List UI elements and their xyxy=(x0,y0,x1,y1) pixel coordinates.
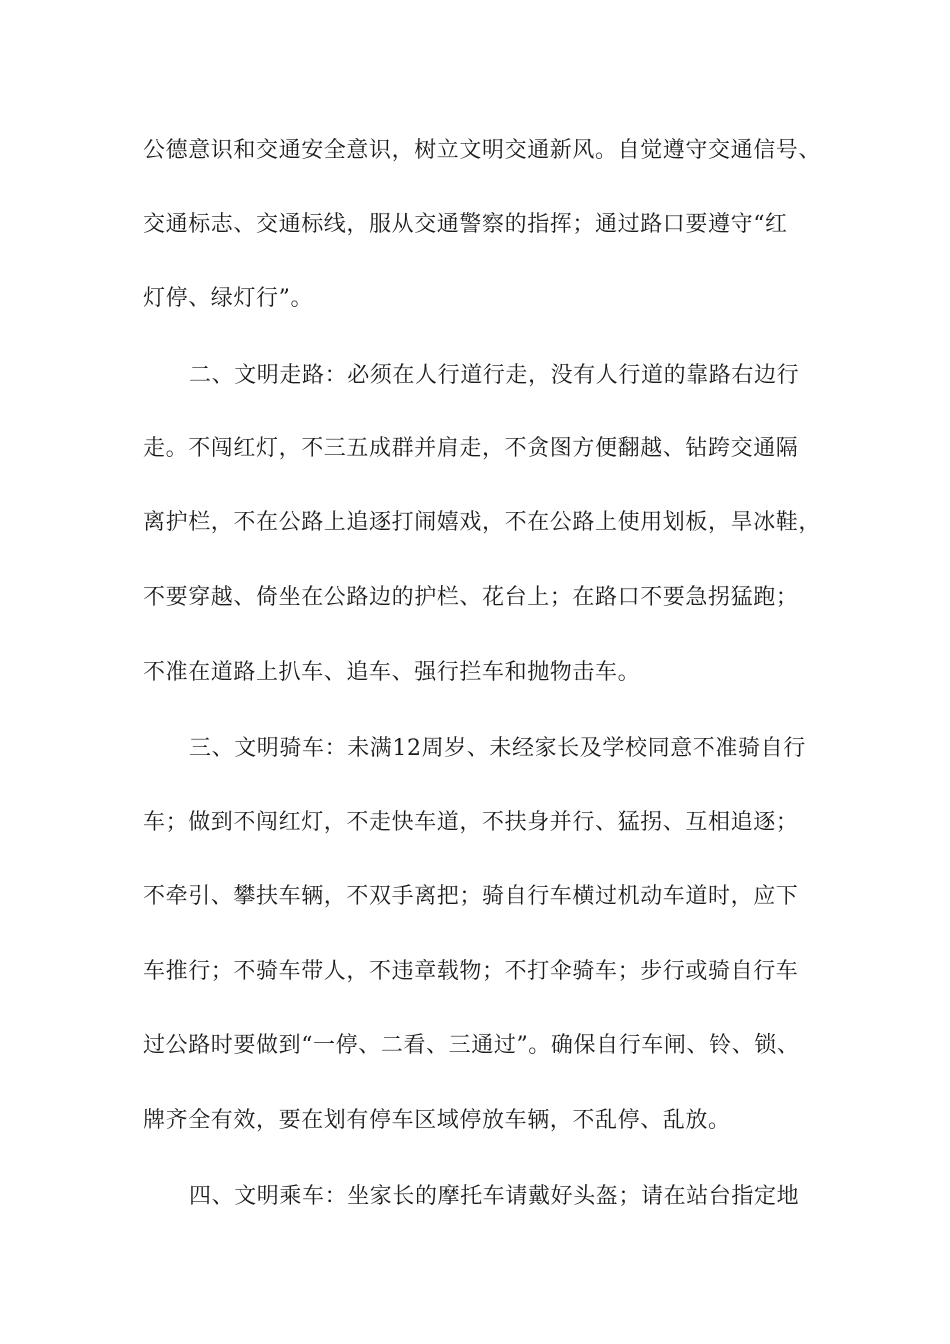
text-line: 离护栏，不在公路上追逐打闹嬉戏，不在公路上使用划板，旱冰鞋， xyxy=(143,510,822,535)
text-line: 不要穿越、倚坐在公路边的护栏、花台上；在路口不要急拐猛跑； xyxy=(143,585,799,610)
paragraph-heading-cycling: 三、文明骑车：未满12周岁、未经家长及学校同意不准骑自行 xyxy=(189,736,806,761)
paragraph-heading-riding: 四、文明乘车：坐家长的摩托车请戴好头盔；请在站台指定地 xyxy=(189,1184,800,1209)
text-line: 不牵引、攀扶车辆，不双手离把；骑自行车横过机动车道时，应下 xyxy=(143,884,799,909)
paragraph-heading-walking: 二、文明走路：必须在人行道行走，没有人行道的靠路右边行 xyxy=(189,363,800,388)
text-line: 灯停、绿灯行”。 xyxy=(143,286,314,311)
text-line: 走。不闯红灯，不三五成群并肩走，不贪图方便翻越、钻跨交通隔 xyxy=(143,436,799,461)
text-line: 交通标志、交通标线，服从交通警察的指挥；通过路口要遵守“红 xyxy=(143,212,788,237)
text-line: 过公路时要做到“一停、二看、三通过”。确保自行车闸、铃、锁、 xyxy=(143,1033,800,1058)
text-line: 不准在道路上扒车、追车、强行拦车和抛物击车。 xyxy=(143,660,641,685)
text-line: 牌齐全有效，要在划有停车区域停放车辆，不乱停、乱放。 xyxy=(143,1108,731,1133)
text-line: 车推行；不骑车带人，不违章载物；不打伞骑车；步行或骑自行车 xyxy=(143,959,799,984)
text-line: 公德意识和交通安全意识，树立文明交通新风。自觉遵守交通信号、 xyxy=(143,138,822,163)
text-line: 车；做到不闯红灯，不走快车道，不扶身并行、猛拐、互相追逐； xyxy=(143,810,799,835)
